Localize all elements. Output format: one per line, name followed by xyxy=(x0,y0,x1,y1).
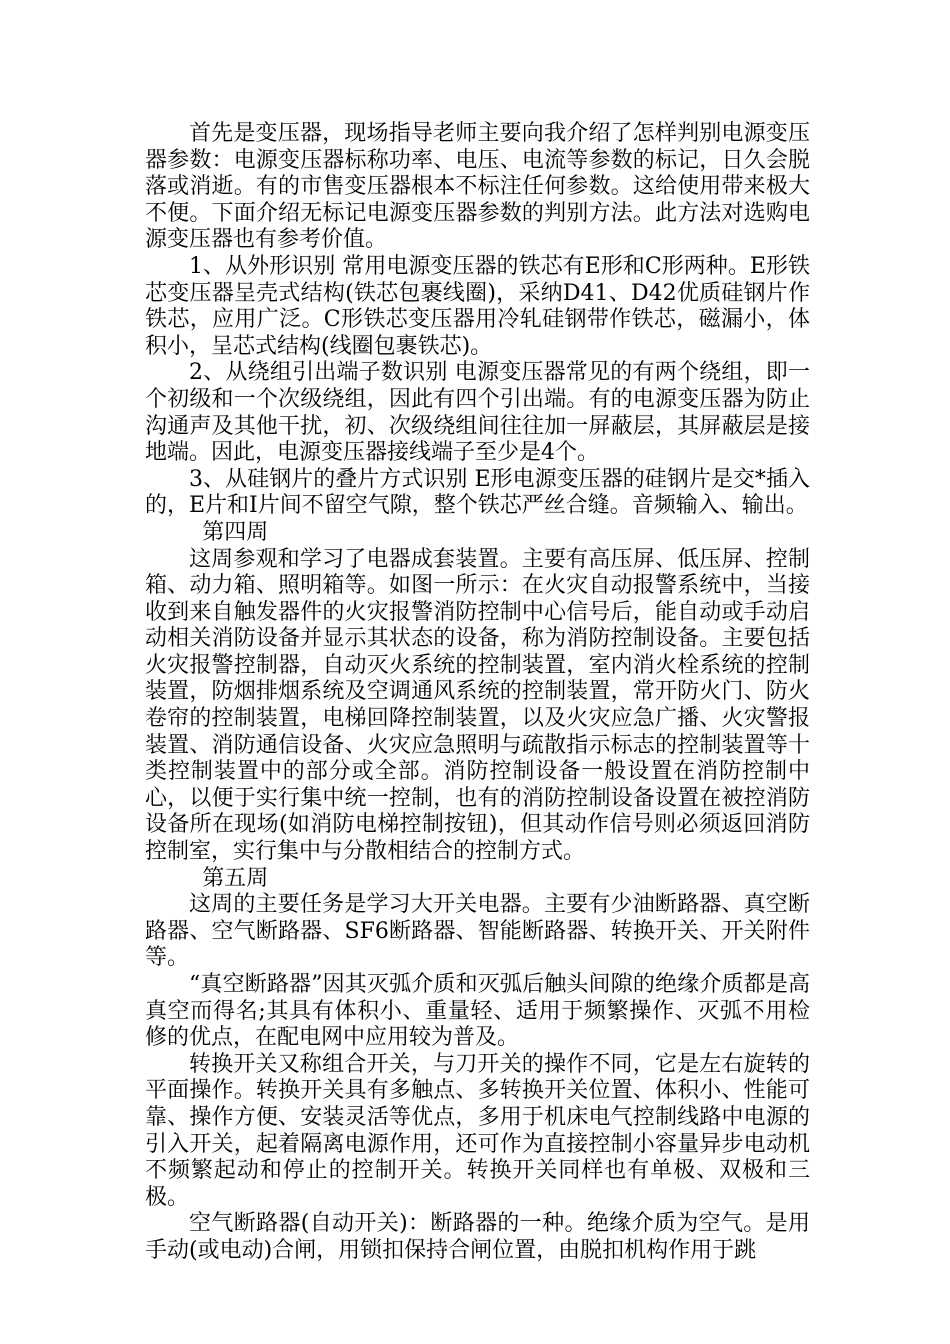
document-page xyxy=(145,121,810,1265)
paragraph-air-breaker: 空气断路器(自动开关)：断路器的一种。绝缘介质为空气。是用手动(或电动)合闸，用锁扣保持合闸位置，由脱扣机构作用于跳 xyxy=(145,1211,810,1263)
paragraph-vacuum-breaker: “真空断路器”因其灭弧介质和灭弧后触头间隙的绝缘介质都是高真空而得名;其具有体积小、重量轻、适用于频繁操作、灭弧不用检修的优点，在配电网中应用较为普及。 xyxy=(145,972,810,1051)
paragraph-lamination-identification: 3、从硅钢片的叠片方式识别 E形电源变压器的硅钢片是交*插入的，E片和I片间不留空气隙，整个铁芯严丝合缝。音频输入、输出。 xyxy=(145,466,810,519)
week4-heading: 第四周 xyxy=(202,519,269,545)
paragraph-transfer-switch: 转换开关又称组合开关，与刀开关的操作不同，它是左右旋转的平面操作。转换开关具有多触点、多转换开关位置、体积小、性能可靠、操作方便、安装灵活等优点，多用于机床电气控制线路中电源的引入开关，起着隔离电源作用，还可作为直接控制小容量异步电动机不频繁起动和停止的控制开关。转换开关同样也有单极、双极和三极。 xyxy=(145,1051,810,1210)
paragraph-week4-fire-control: 这周参观和学习了电器成套装置。主要有高压屏、低压屏、控制箱、动力箱、照明箱等。如图一所示：在火灾自动报警系统中，当接收到来自触发器件的火灾报警消防控制中心信号后，能自动或手动启动相关消防设备并显示其状态的设备，称为消防控制设备。主要包括火灾报警控制器，自动灭火系统的控制装置，室内消火栓系统的控制装置，防烟排烟系统及空调通风系统的控制装置，常开防火门、防火卷帘的控制装置，电梯回降控制装置，以及火灾应急广播、火灾警报装置、消防通信设备、火灾应急照明与疏散指示标志的控制装置等十类控制装置中的部分或全部。消防控制设备一般设置在消防控制中心，以便于实行集中统一控制，也有的消防控制设备设置在被控消防设备所在现场(如消防电梯控制按钮)，但其动作信号则必须返回消防控制室，实行集中与分散相结合的控制方式。 xyxy=(145,546,810,865)
paragraph-week5-switchgear: 这周的主要任务是学习大开关电器。主要有少油断路器、真空断路器、空气断路器、SF6断路器、智能断路器、转换开关、开关附件等。 xyxy=(145,892,810,971)
paragraph-transformer-intro: 首先是变压器，现场指导老师主要向我介绍了怎样判别电源变压器参数：电源变压器标称功率、电压、电流等参数的标记，日久会脱落或消逝。有的市售变压器根本不标注任何参数。这给使用带来极大不便。下面介绍无标记电源变压器参数的判别方法。此方法对选购电源变压器也有参考价值。 xyxy=(145,121,810,253)
paragraph-shape-identification: 1、从外形识别 常用电源变压器的铁芯有E形和C形两种。E形铁芯变压器呈壳式结构(铁芯包裹线圈)，采纳D41、D42优质硅钢片作铁芯，应用广泛。C形铁芯变压器用冷轧硅钢带作铁芯，磁漏小，体积小，呈芯式结构(线圈包裹铁芯)。 xyxy=(145,253,810,359)
paragraph-winding-identification: 2、从绕组引出端子数识别 电源变压器常见的有两个绕组，即一个初级和一个次级绕组，因此有四个引出端。有的电源变压器为防止沟通声及其他干扰，初、次级绕组间往往加一屏蔽层，其屏蔽层是接地端。因此，电源变压器接线端子至少是4个。 xyxy=(145,360,810,466)
week5-heading: 第五周 xyxy=(202,865,269,891)
